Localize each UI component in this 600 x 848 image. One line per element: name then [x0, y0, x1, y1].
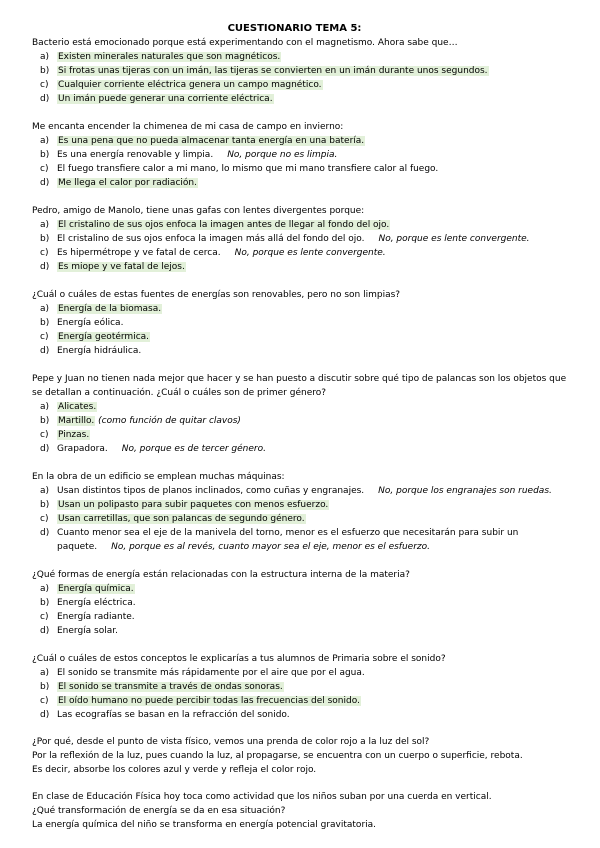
- correction-note: No, porque los engranajes son ruedas.: [378, 486, 552, 496]
- answer-option: [32, 344, 577, 358]
- question-text: Me encanta encender la chimenea de mi casa de campo en invierno:: [32, 122, 344, 132]
- option-text-highlighted: Martillo.: [58, 416, 95, 426]
- option-text: Las ecografías se basan en la refracción del sonido.: [57, 710, 290, 720]
- option-text-highlighted: Alicates.: [58, 402, 97, 412]
- options-list: [32, 666, 577, 722]
- option-text: El fuego transfiere calor a mi mano, lo mismo que mi mano transfiere calor al fuego.: [57, 164, 439, 174]
- option-letter: d): [40, 444, 50, 454]
- options-list: [32, 218, 577, 274]
- correction-note: No, porque es lente convergente.: [234, 248, 386, 258]
- question-block: [32, 568, 577, 638]
- option-text-highlighted: Un imán puede generar una corriente eléctrica.: [58, 94, 273, 104]
- question-text: Pepe y Juan no tienen nada mejor que hacer y se han puesto a discutir sobre qué tipo de palancas son los objetos que se detallan a continuación. ¿Cuál o cuáles son de primer género?: [32, 374, 567, 398]
- correction-note: No, porque no es limpia.: [227, 150, 338, 160]
- option-letter: a): [40, 304, 50, 314]
- option-text: Energía radiante.: [57, 612, 135, 622]
- answer-option: [32, 708, 577, 722]
- answer-option: [32, 330, 577, 344]
- answer-text: Por la reflexión de la luz, pues cuando la luz, al propagarse, se encuentra con un cuerpo o superficie, rebota.: [32, 751, 523, 761]
- answer-option: [32, 232, 577, 246]
- answer-text: Es decir, absorbe los colores azul y verde y refleja el color rojo.: [32, 765, 317, 775]
- answer-option: [32, 246, 577, 260]
- option-letter: a): [40, 486, 50, 496]
- question-text: Pedro, amigo de Manolo, tiene unas gafas con lentes divergentes porque:: [32, 206, 365, 216]
- answer-option: [32, 484, 577, 498]
- answer-option: [32, 624, 577, 638]
- question-block: [32, 288, 577, 358]
- option-text-highlighted: Existen minerales naturales que son magnéticos.: [58, 52, 281, 62]
- answer-option: [32, 680, 577, 694]
- option-letter: c): [40, 430, 49, 440]
- option-text: Es una energía renovable y limpia.: [57, 150, 214, 160]
- answer-option: [32, 162, 577, 176]
- page-title: CUESTIONARIO TEMA 5:: [227, 23, 362, 34]
- answer-option: [32, 218, 577, 232]
- option-letter: c): [40, 164, 49, 174]
- option-text-highlighted: El oído humano no puede percibir todas las frecuencias del sonido.: [58, 696, 360, 706]
- answer-option: [32, 316, 577, 330]
- option-letter: a): [40, 220, 50, 230]
- option-letter: b): [40, 66, 50, 76]
- option-text-highlighted: Si frotas unas tijeras con un imán, las tijeras se convierten en un imán durante unos segundos.: [58, 66, 488, 76]
- answer-option: [32, 498, 577, 512]
- question-block: [32, 204, 577, 274]
- option-letter: c): [40, 696, 49, 706]
- question-text: Bacterio está emocionado porque está experimentando con el magnetismo. Ahora sabe que…: [32, 38, 458, 48]
- option-text: Energía eólica.: [57, 318, 124, 328]
- option-text: Energía solar.: [57, 626, 119, 636]
- option-letter: b): [40, 682, 50, 692]
- answer-option: [32, 442, 577, 456]
- answer-option: [32, 78, 577, 92]
- option-letter: a): [40, 402, 50, 412]
- answer-option: [32, 134, 577, 148]
- question-text: ¿Por qué, desde el punto de vista físico, vemos una prenda de color rojo a la luz del sol?: [32, 737, 430, 747]
- question-text: ¿Qué transformación de energía se da en esa situación?: [32, 806, 286, 816]
- options-list: [32, 484, 577, 554]
- option-letter: d): [40, 346, 50, 356]
- answer-option: [32, 414, 577, 428]
- answer-option: [32, 512, 577, 526]
- answer-option: [32, 176, 577, 190]
- answer-option: [32, 582, 577, 596]
- option-letter: a): [40, 52, 50, 62]
- option-letter: b): [40, 500, 50, 510]
- option-text-highlighted: Es una pena que no pueda almacenar tanta energía en una batería.: [58, 136, 365, 146]
- correction-note: No, porque es de tercer género.: [121, 444, 266, 454]
- free-question-energy: [32, 790, 577, 832]
- correction-note: No, porque es al revés, cuanto mayor sea el eje, menor es el esfuerzo.: [111, 542, 431, 552]
- option-text-highlighted: Energía de la biomasa.: [58, 304, 162, 314]
- option-letter: b): [40, 416, 50, 426]
- question-text: ¿Qué formas de energía están relacionadas con la estructura interna de la materia?: [32, 570, 410, 580]
- option-text: El sonido se transmite más rápidamente por el aire que por el agua.: [57, 668, 365, 678]
- document-page: [32, 22, 577, 832]
- option-letter: b): [40, 234, 50, 244]
- question-context: En clase de Educación Física hoy toca como actividad que los niños suban por una cuerda en vertical.: [32, 792, 492, 802]
- option-letter: b): [40, 598, 50, 608]
- answer-option: [32, 92, 577, 106]
- option-letter: d): [40, 94, 50, 104]
- option-text: Energía hidráulica.: [57, 346, 142, 356]
- option-letter: b): [40, 150, 50, 160]
- option-text-highlighted: Me llega el calor por radiación.: [58, 178, 197, 188]
- answer-option: [32, 148, 577, 162]
- option-text: Cuanto menor sea el eje de la manivela del torno, menor es el esfuerzo que necesitarán para subir un paquete.: [57, 528, 519, 552]
- options-list: [32, 582, 577, 638]
- answer-option: [32, 50, 577, 64]
- option-text-highlighted: Pinzas.: [58, 430, 90, 440]
- free-question-color: [32, 735, 577, 777]
- option-text-highlighted: Usan un polipasto para subir paquetes con menos esfuerzo.: [58, 500, 329, 510]
- option-parenthetical: (como función de quitar clavos): [98, 416, 241, 426]
- option-letter: a): [40, 584, 50, 594]
- option-text: Usan distintos tipos de planos inclinados, como cuñas y engranajes.: [57, 486, 365, 496]
- option-letter: b): [40, 318, 50, 328]
- question-text: En la obra de un edificio se emplean muchas máquinas:: [32, 472, 285, 482]
- answer-option: [32, 302, 577, 316]
- option-letter: d): [40, 262, 50, 272]
- question-block: [32, 36, 577, 106]
- options-list: [32, 134, 577, 190]
- question-text: ¿Cuál o cuáles de estos conceptos le explicarías a tus alumnos de Primaria sobre el sonido?: [32, 654, 446, 664]
- question-block: [32, 120, 577, 190]
- option-letter: d): [40, 178, 50, 188]
- options-list: [32, 400, 577, 456]
- answer-text: La energía química del niño se transforma en energía potencial gravitatoria.: [32, 820, 377, 830]
- question-block: [32, 652, 577, 722]
- option-letter: d): [40, 710, 50, 720]
- option-letter: d): [40, 626, 50, 636]
- option-text-highlighted: Energía geotérmica.: [58, 332, 150, 342]
- correction-note: No, porque es lente convergente.: [378, 234, 530, 244]
- question-text: ¿Cuál o cuáles de estas fuentes de energías son renovables, pero no son limpias?: [32, 290, 401, 300]
- answer-option: [32, 428, 577, 442]
- option-letter: c): [40, 332, 49, 342]
- option-text-highlighted: Cualquier corriente eléctrica genera un campo magnético.: [58, 80, 322, 90]
- option-letter: c): [40, 80, 49, 90]
- question-block: [32, 372, 577, 456]
- option-text-highlighted: El cristalino de sus ojos enfoca la imagen antes de llegar al fondo del ojo.: [58, 220, 390, 230]
- answer-option: [32, 666, 577, 680]
- option-letter: c): [40, 514, 49, 524]
- option-text-highlighted: Es miope y ve fatal de lejos.: [58, 262, 185, 272]
- option-text: Grapadora.: [57, 444, 108, 454]
- answer-option: [32, 694, 577, 708]
- answer-option: [32, 596, 577, 610]
- questions-list: [32, 36, 577, 722]
- option-text: Energía eléctrica.: [57, 598, 136, 608]
- option-letter: c): [40, 248, 49, 258]
- option-text-highlighted: Energía química.: [58, 584, 134, 594]
- option-text-highlighted: Usan carretillas, que son palancas de segundo género.: [58, 514, 305, 524]
- answer-option: [32, 400, 577, 414]
- options-list: [32, 302, 577, 358]
- option-text: Es hipermétrope y ve fatal de cerca.: [57, 248, 221, 258]
- option-letter: d): [40, 528, 50, 538]
- answer-option: [32, 610, 577, 624]
- option-letter: a): [40, 136, 50, 146]
- option-text-highlighted: El sonido se transmite a través de ondas sonoras.: [58, 682, 283, 692]
- answer-option: [32, 64, 577, 78]
- options-list: [32, 50, 577, 106]
- answer-option: [32, 526, 577, 554]
- question-block: [32, 470, 577, 554]
- option-text: El cristalino de sus ojos enfoca la imagen más allá del fondo del ojo.: [57, 234, 365, 244]
- option-letter: c): [40, 612, 49, 622]
- answer-option: [32, 260, 577, 274]
- option-letter: a): [40, 668, 50, 678]
